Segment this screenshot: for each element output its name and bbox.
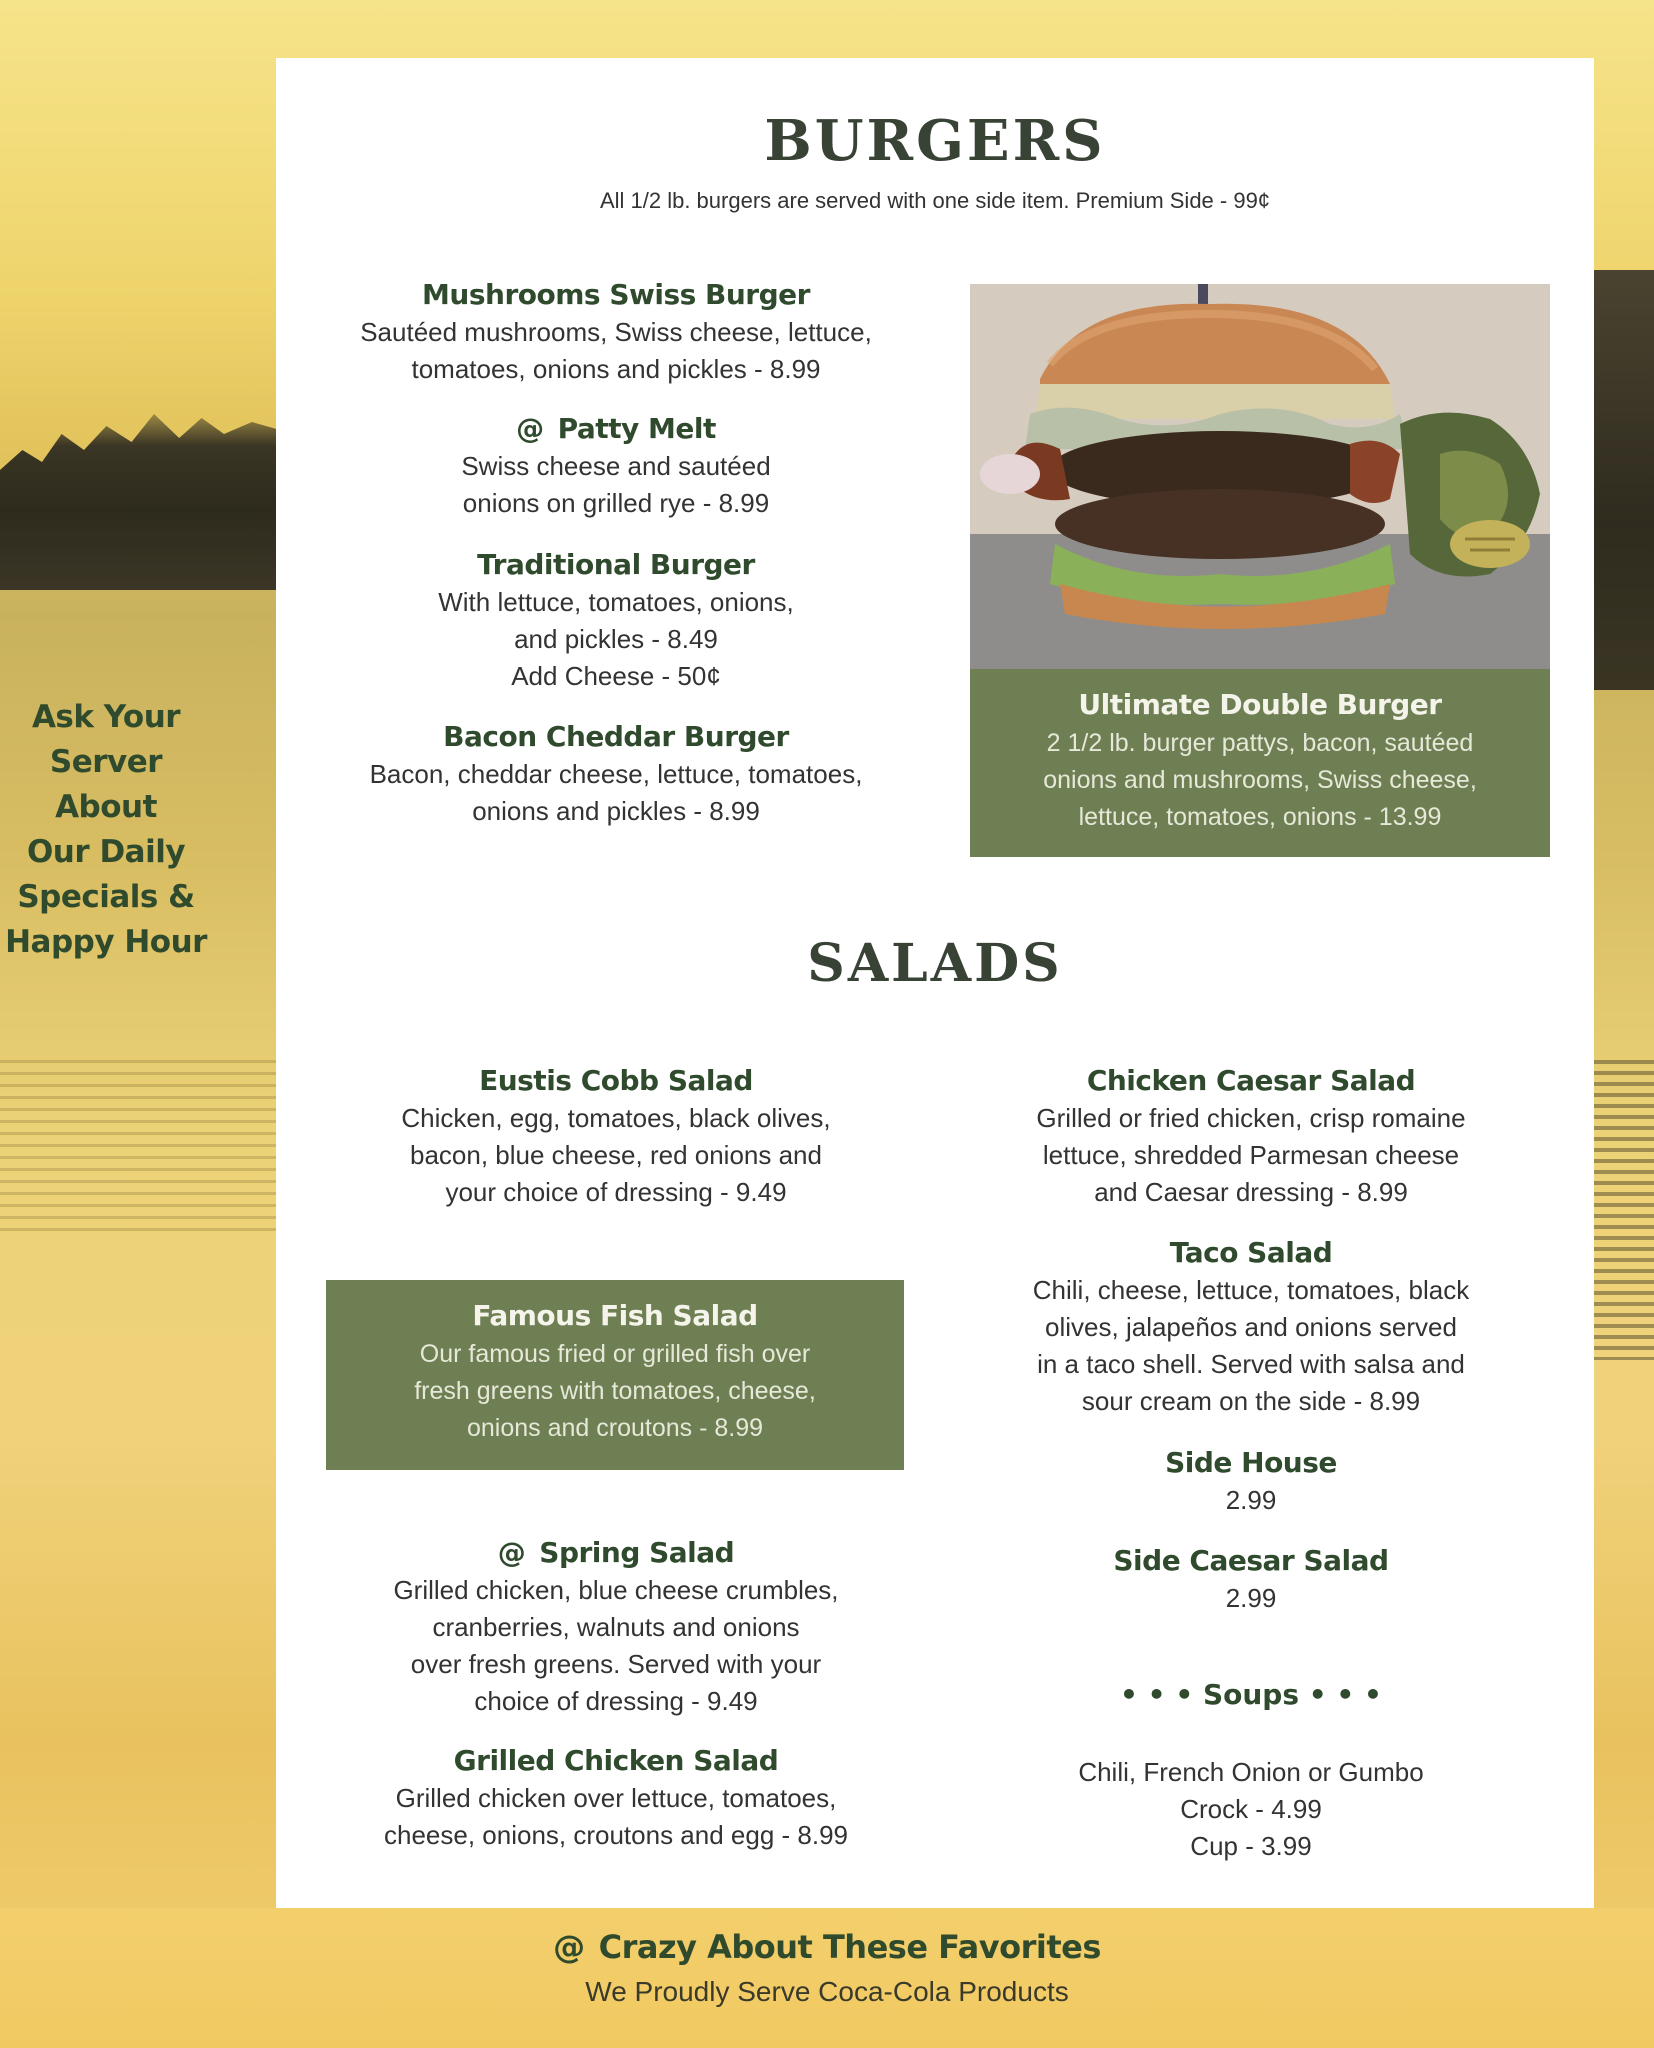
item-line: Swiss cheese and sautéed — [461, 451, 771, 481]
item-line: and Caesar dressing - 8.99 — [1094, 1177, 1408, 1207]
background-water-reflection-left — [0, 1060, 280, 1240]
menu-item-traditional-burger — [316, 546, 916, 695]
item-line: Grilled chicken, blue cheese crumbles, — [393, 1575, 839, 1605]
side-note-line: Our Daily — [26, 834, 186, 870]
side-note-line: Server About — [49, 744, 163, 825]
item-line: onions and croutons - 8.99 — [466, 1414, 764, 1442]
item-name-text: Patty Melt — [557, 412, 716, 445]
item-line: tomatoes, onions and pickles - 8.99 — [411, 354, 821, 384]
burger-photo — [970, 284, 1550, 669]
salads-heading: SALADS — [807, 933, 1063, 994]
item-line: 2.99 — [1225, 1485, 1277, 1515]
side-note-line: Specials & — [17, 879, 195, 915]
menu-footer — [0, 1908, 1654, 2048]
item-line: 2.99 — [1225, 1583, 1277, 1613]
menu-item-spring-salad — [316, 1534, 916, 1720]
item-description — [316, 448, 916, 522]
item-line: Grilled or fried chicken, crisp romaine — [1036, 1103, 1466, 1133]
item-name: Chicken Caesar Salad — [1086, 1064, 1416, 1097]
item-line: Our famous fried or grilled fish over — [419, 1340, 811, 1368]
item-line: Chili, French Onion or Gumbo — [1078, 1757, 1424, 1787]
item-description — [316, 1100, 916, 1211]
burger-illustration — [970, 284, 1550, 669]
item-line: over fresh greens. Served with your — [410, 1649, 822, 1679]
swirl-icon: @ — [497, 1536, 526, 1569]
item-name: Mushrooms Swiss Burger — [422, 278, 810, 311]
tagline-text: Crazy About These Favorites — [598, 1928, 1101, 1966]
daily-specials-note — [0, 695, 212, 965]
menu-item-bacon-cheddar-burger — [316, 718, 916, 830]
item-line: Add Cheese - 50¢ — [511, 661, 721, 691]
item-name: Ultimate Double Burger — [1078, 688, 1442, 721]
item-name: Eustis Cobb Salad — [479, 1064, 753, 1097]
item-line: sour cream on the side - 8.99 — [1081, 1386, 1421, 1416]
item-description — [316, 1780, 916, 1854]
item-description — [316, 756, 916, 830]
item-name-text: Spring Salad — [539, 1536, 735, 1569]
favorites-tagline — [0, 1928, 1654, 1966]
menu-panel — [276, 58, 1594, 1908]
item-name: Taco Salad — [1169, 1236, 1333, 1269]
swirl-icon: @ — [553, 1928, 585, 1966]
item-line: lettuce, tomatoes, onions - 13.99 — [1078, 803, 1442, 831]
menu-item-eustis-cobb-salad — [316, 1062, 916, 1211]
item-line: your choice of dressing - 9.49 — [445, 1177, 787, 1207]
background-treeline-right — [1594, 270, 1654, 690]
menu-item-grilled-chicken-salad — [316, 1742, 916, 1854]
coca-cola-note: We Proudly Serve Coca-Cola Products — [585, 1976, 1069, 2007]
item-line: Cup - 3.99 — [1190, 1831, 1312, 1861]
item-line: Sautéed mushrooms, Swiss cheese, lettuce, — [360, 317, 872, 347]
side-note-line: Happy Hour — [5, 924, 207, 960]
menu-item-soups — [996, 1754, 1506, 1865]
item-name: Famous Fish Salad — [472, 1299, 758, 1332]
item-line: onions and pickles - 8.99 — [472, 796, 760, 826]
item-line: Bacon, cheddar cheese, lettuce, tomatoes, — [369, 759, 863, 789]
burgers-subtitle: All 1/2 lb. burgers are served with one side item. Premium Side - 99¢ — [599, 188, 1271, 213]
item-line: bacon, blue cheese, red onions and — [410, 1140, 822, 1170]
item-description — [996, 1272, 1506, 1420]
item-line: 2 1/2 lb. burger pattys, bacon, sautéed — [1046, 729, 1474, 757]
item-description — [970, 725, 1550, 836]
item-name: Side Caesar Salad — [1113, 1544, 1389, 1577]
item-description — [316, 584, 916, 695]
item-name: Grilled Chicken Salad — [453, 1744, 779, 1777]
item-line: With lettuce, tomatoes, onions, — [438, 587, 794, 617]
item-name: Side House — [1165, 1446, 1337, 1479]
item-description — [316, 314, 916, 388]
item-line: onions and mushrooms, Swiss cheese, — [1043, 766, 1477, 794]
item-description — [996, 1580, 1506, 1617]
menu-item-side-house — [996, 1444, 1506, 1519]
featured-item-famous-fish-salad — [326, 1280, 904, 1470]
item-line: olives, jalapeños and onions served — [1045, 1312, 1457, 1342]
soups-heading: • • • Soups • • • — [1120, 1678, 1382, 1711]
menu-item-taco-salad — [996, 1234, 1506, 1420]
side-note-line: Ask Your — [31, 699, 181, 735]
item-name — [316, 410, 916, 448]
item-line: fresh greens with tomatoes, cheese, — [414, 1377, 816, 1405]
item-line: Grilled chicken over lettuce, tomatoes, — [395, 1783, 837, 1813]
featured-item-ultimate-double-burger — [970, 669, 1550, 857]
item-line: choice of dressing - 9.49 — [474, 1686, 758, 1716]
item-line: onions on grilled rye - 8.99 — [462, 488, 770, 518]
menu-item-patty-melt — [316, 410, 916, 522]
item-description — [996, 1754, 1506, 1865]
menu-item-chicken-caesar-salad — [996, 1062, 1506, 1211]
background-water-reflection-right — [1594, 1060, 1654, 1360]
item-line: cheese, onions, croutons and egg - 8.99 — [384, 1820, 848, 1850]
item-description — [316, 1572, 916, 1720]
menu-item-mushroom-swiss-burger — [316, 276, 916, 388]
background-treeline-left — [0, 390, 280, 590]
item-name: Bacon Cheddar Burger — [443, 720, 789, 753]
item-line: Chicken, egg, tomatoes, black olives, — [401, 1103, 831, 1133]
burgers-heading: BURGERS — [764, 108, 1106, 174]
item-line: Chili, cheese, lettuce, tomatoes, black — [1032, 1275, 1470, 1305]
item-name — [316, 1534, 916, 1572]
item-description — [326, 1336, 904, 1447]
item-line: Crock - 4.99 — [1180, 1794, 1322, 1824]
item-description — [996, 1100, 1506, 1211]
item-line: lettuce, shredded Parmesan cheese — [1042, 1140, 1460, 1170]
item-line: and pickles - 8.49 — [514, 624, 718, 654]
item-line: cranberries, walnuts and onions — [432, 1612, 800, 1642]
item-name: Traditional Burger — [477, 548, 755, 581]
menu-item-side-caesar-salad — [996, 1542, 1506, 1617]
item-description — [996, 1482, 1506, 1519]
item-line: in a taco shell. Served with salsa and — [1037, 1349, 1465, 1379]
swirl-icon: @ — [516, 412, 544, 445]
